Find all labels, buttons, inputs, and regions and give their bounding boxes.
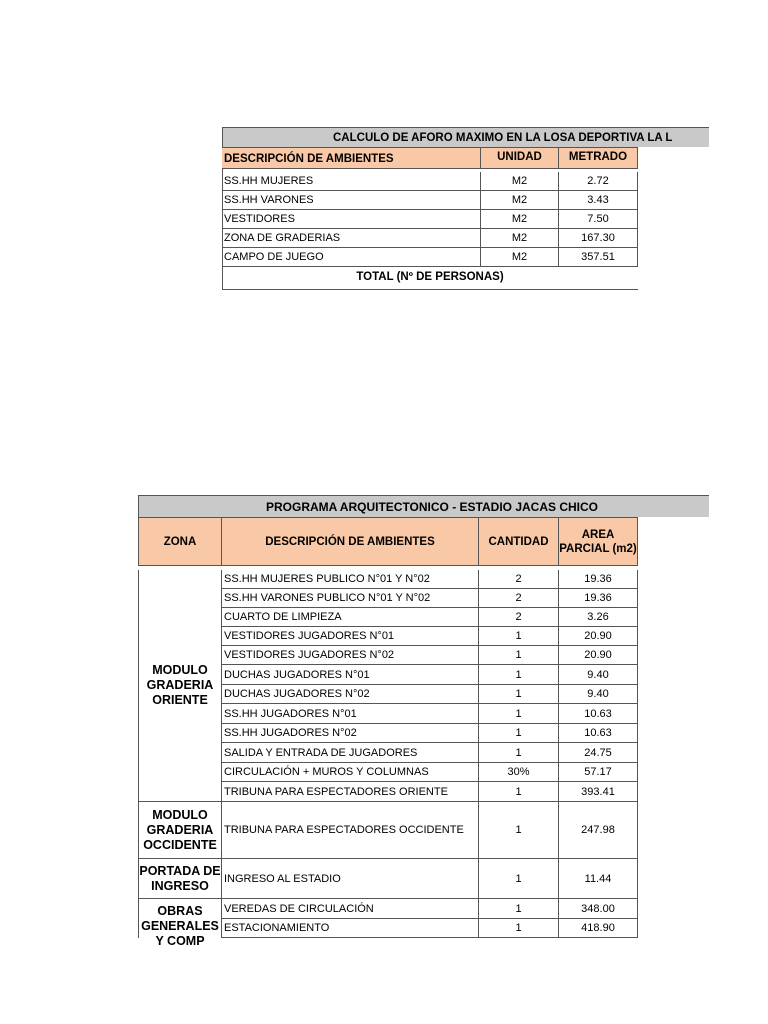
header-unidad: UNIDAD <box>481 147 559 169</box>
zone-label: MODULO GRADERIA ORIENTE <box>138 570 222 802</box>
table-row-area: 10.63 <box>559 724 638 743</box>
zone-label: MODULO GRADERIA OCCIDENTE <box>138 802 222 859</box>
table-row-area: 9.40 <box>559 685 638 704</box>
table-row-descripcion: SS.HH VARONES <box>222 191 481 210</box>
table-row-unidad: M2 <box>481 172 559 191</box>
table-row-area: 20.90 <box>559 646 638 665</box>
table-row-descripcion: DUCHAS JUGADORES N°02 <box>222 685 479 704</box>
table-row-descripcion: SS.HH JUGADORES N°01 <box>222 704 479 724</box>
table-row-cantidad: 1 <box>479 724 559 743</box>
table-row-area: 348.00 <box>559 899 638 919</box>
table-row-descripcion: CIRCULACIÓN + MUROS Y COLUMNAS <box>222 763 479 782</box>
table-row-cantidad: 30% <box>479 763 559 782</box>
table-row-cantidad: 2 <box>479 608 559 627</box>
table-row-area: 57.17 <box>559 763 638 782</box>
table-row-unidad: M2 <box>481 210 559 229</box>
table-row-cantidad: 1 <box>479 627 559 646</box>
table-row-metrado: 2.72 <box>559 172 638 191</box>
table-row-cantidad: 1 <box>479 802 559 859</box>
zone-label: OBRAS GENERALES Y COMP <box>138 899 222 938</box>
table-row-unidad: M2 <box>481 191 559 210</box>
aforo-table <box>222 127 709 290</box>
table-row-cantidad: 1 <box>479 704 559 724</box>
aforo-table-title: CALCULO DE AFORO MAXIMO EN LA LOSA DEPORTIVA LA L <box>222 127 709 147</box>
table-row-cantidad: 1 <box>479 782 559 802</box>
table-row-cantidad: 2 <box>479 570 559 589</box>
table-row-unidad: M2 <box>481 229 559 248</box>
table-row-descripcion: CUARTO DE LIMPIEZA <box>222 608 479 627</box>
table-row-area: 10.63 <box>559 704 638 724</box>
total-label: TOTAL (Nº DE PERSONAS) <box>222 267 638 290</box>
header-area: AREA PARCIAL (m2) <box>559 517 638 566</box>
table-row-descripcion: ESTACIONAMIENTO <box>222 919 479 938</box>
table-row-area: 393.41 <box>559 782 638 802</box>
table-row-metrado: 3.43 <box>559 191 638 210</box>
zone-label: PORTADA DE INGRESO <box>138 859 222 899</box>
table-row-cantidad: 2 <box>479 589 559 608</box>
table-row-descripcion: TRIBUNA PARA ESPECTADORES ORIENTE <box>222 782 479 802</box>
table-row-unidad: M2 <box>481 248 559 267</box>
header-metrado: METRADO <box>559 147 638 169</box>
table-row-area: 20.90 <box>559 627 638 646</box>
table-row-descripcion: SS.HH JUGADORES N°02 <box>222 724 479 743</box>
header-cantidad: CANTIDAD <box>479 517 559 566</box>
table-row-descripcion: SS.HH VARONES PUBLICO N°01 Y N°02 <box>222 589 479 608</box>
table-row-cantidad: 1 <box>479 743 559 763</box>
table-row-descripcion: ZONA DE GRADERIAS <box>222 229 481 248</box>
header-descripcion: DESCRIPCIÓN DE AMBIENTES <box>222 147 481 169</box>
table-row-area: 11.44 <box>559 859 638 899</box>
table-row-area: 19.36 <box>559 570 638 589</box>
table-row-descripcion: VESTIDORES JUGADORES N°02 <box>222 646 479 665</box>
table-row-area: 9.40 <box>559 665 638 685</box>
table-row-descripcion: INGRESO AL ESTADIO <box>222 859 479 899</box>
table-row-cantidad: 1 <box>479 899 559 919</box>
table-row-descripcion: SS.HH MUJERES PUBLICO N°01 Y N°02 <box>222 570 479 589</box>
table-row-cantidad: 1 <box>479 859 559 899</box>
table-row-descripcion: CAMPO DE JUEGO <box>222 248 481 267</box>
table-row-metrado: 357.51 <box>559 248 638 267</box>
programa-table-title: PROGRAMA ARQUITECTONICO - ESTADIO JACAS CHICO <box>138 495 709 517</box>
table-row-cantidad: 1 <box>479 646 559 665</box>
table-row-area: 19.36 <box>559 589 638 608</box>
header-zona: ZONA <box>138 517 222 566</box>
table-row-cantidad: 1 <box>479 685 559 704</box>
table-row-descripcion: SALIDA Y ENTRADA DE JUGADORES <box>222 743 479 763</box>
table-row-descripcion: VESTIDORES <box>222 210 481 229</box>
table-row-descripcion: SS.HH MUJERES <box>222 172 481 191</box>
table-row-descripcion: TRIBUNA PARA ESPECTADORES OCCIDENTE <box>222 802 479 859</box>
table-row-area: 24.75 <box>559 743 638 763</box>
table-row-descripcion: VESTIDORES JUGADORES N°01 <box>222 627 479 646</box>
programa-table <box>138 495 709 948</box>
table-row-area: 3.26 <box>559 608 638 627</box>
header-descripcion: DESCRIPCIÓN DE AMBIENTES <box>222 517 479 566</box>
table-row-area: 247.98 <box>559 802 638 859</box>
table-row-descripcion: VEREDAS DE CIRCULACIÓN <box>222 899 479 919</box>
table-row-cantidad: 1 <box>479 665 559 685</box>
table-row-descripcion: DUCHAS JUGADORES N°01 <box>222 665 479 685</box>
table-row-metrado: 167.30 <box>559 229 638 248</box>
table-row-metrado: 7.50 <box>559 210 638 229</box>
table-row-area: 418.90 <box>559 919 638 938</box>
table-row-cantidad: 1 <box>479 919 559 938</box>
